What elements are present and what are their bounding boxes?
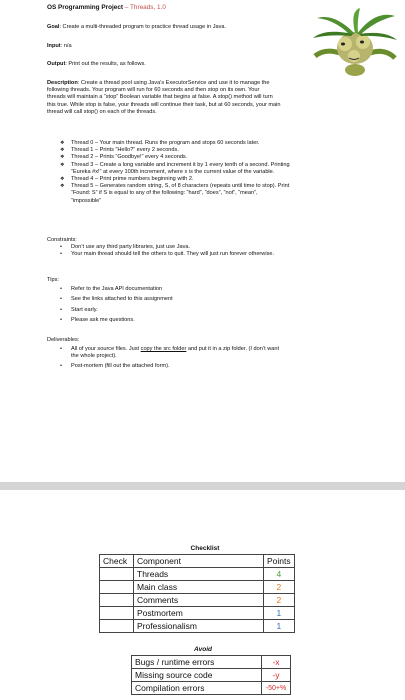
thread-item: ❖ Thread 3 – Create a long variable and increment it by 1 every tenth of a second. Printing “Eureka #x!” at every 100th increment, where x is the current value of the variable.	[47, 162, 290, 176]
check-cell[interactable]	[100, 568, 134, 581]
avoid-caption: Avoid	[193, 646, 213, 653]
check-cell[interactable]	[100, 594, 134, 607]
table-row	[132, 682, 291, 695]
tip-item: • Refer to the Java API documentation	[47, 286, 173, 293]
component-cell: Postmortem	[134, 607, 264, 620]
thread-item: ❖ Thread 0 – Your main thread. Runs the program and stops 60 seconds later.	[47, 140, 290, 147]
checklist-caption: Checklist	[190, 545, 220, 552]
thread-list	[47, 140, 290, 205]
deliverables-label: Deliverables:	[47, 337, 80, 343]
thread-item: ❖ Thread 5 – Generates random string, S, of 8 characters (repeats until time to stop). Print “Found: S” if S is equal to any of the following: “hard”, “does”, “not”, “mean”, “impossible”	[47, 183, 290, 205]
checklist-header-row	[100, 555, 295, 568]
input-label: Input	[47, 43, 61, 49]
description-line: : Create a thread pool using Java’s ExecutorService and use it to manage the	[77, 80, 270, 86]
project-subtitle: Threads, 1.0	[130, 4, 166, 11]
output-text: : Print out the results, as follows.	[65, 61, 146, 67]
thread-item: ❖ Thread 2 – Prints “Goodbye!” every 4 seconds.	[47, 154, 290, 161]
description-line: following threads. Your program will run for 60 seconds and then stop on its own. Your	[47, 87, 260, 94]
points-cell: -x	[262, 656, 291, 669]
document-title	[47, 4, 166, 11]
component-cell: Main class	[134, 581, 264, 594]
check-cell[interactable]	[100, 607, 134, 620]
thread-item: ❖ Thread 4 – Print prime numbers beginning with 2.	[47, 176, 290, 183]
output-label: Output	[47, 61, 66, 67]
goal-line	[47, 24, 226, 31]
grading-page	[0, 490, 405, 700]
tip-item: • Start early.	[47, 307, 173, 314]
check-header: Check	[100, 555, 134, 568]
deliverable-item: • All of your source files. Just copy the src folder and put it in a zip folder. (I don’t want the whole project).	[47, 346, 279, 360]
table-row	[100, 594, 295, 607]
tips-label: Tips:	[47, 277, 59, 283]
points-cell: -50+%	[262, 682, 291, 695]
goal-label: Goal	[47, 24, 60, 30]
tip-item: • See the links attached to this assignment	[47, 296, 173, 303]
goal-text: : Create a multi-threaded program to practice thread usage in Java.	[59, 24, 227, 30]
points-cell: 1	[264, 620, 295, 633]
check-cell[interactable]	[100, 620, 134, 633]
description-line: this true. While stop is false, your threads will continue their task, but at 60 seconds, your main	[47, 101, 281, 108]
component-cell: Bugs / runtime errors	[132, 656, 262, 669]
thread-item: ❖ Thread 1 – Prints “Hello?” every 2 seconds.	[47, 147, 290, 154]
description-label: Description	[47, 80, 78, 86]
checklist-table	[99, 554, 295, 633]
title-dash: –	[123, 4, 130, 11]
src-folder-link[interactable]: copy the src folder	[140, 346, 187, 353]
output-line	[47, 61, 146, 68]
constraints-block	[47, 237, 274, 259]
points-cell: -y	[262, 669, 291, 682]
page-separator	[0, 482, 405, 490]
project-title: OS Programming Project	[47, 4, 123, 11]
tip-item: • Please ask me questions.	[47, 317, 173, 324]
component-cell: Professionalism	[134, 620, 264, 633]
deliverables-block	[47, 337, 279, 370]
constraint-item: • Your main thread should tell the others to quit. They will just run forever otherwise.	[47, 251, 274, 258]
component-cell: Threads	[134, 568, 264, 581]
avoid-table	[131, 655, 291, 695]
component-header: Component	[134, 555, 264, 568]
points-header: Points	[264, 555, 295, 568]
table-row	[100, 607, 295, 620]
description-line: thread will call stop() on each of the threads.	[47, 108, 157, 115]
table-row	[132, 669, 291, 682]
points-cell: 2	[264, 594, 295, 607]
constraint-item: • Don’t use any third party libraries, just use Java.	[47, 244, 274, 251]
input-text: : n/a	[60, 43, 72, 49]
table-row	[132, 656, 291, 669]
palm-tree-creature-icon	[305, 8, 400, 78]
description-line: threads will maintain a “stop” Boolean variable that begins at false. A stop() method will turn	[47, 94, 273, 101]
check-cell[interactable]	[100, 581, 134, 594]
table-row	[100, 568, 295, 581]
points-cell: 1	[264, 607, 295, 620]
points-cell: 4	[264, 568, 295, 581]
points-cell: 2	[264, 581, 295, 594]
component-cell: Comments	[134, 594, 264, 607]
deliverable-item: • Post-mortem (fill out the attached form).	[47, 363, 279, 370]
table-row	[100, 581, 295, 594]
tips-block	[47, 277, 173, 324]
component-cell: Compilation errors	[132, 682, 262, 695]
description-block	[47, 80, 281, 116]
input-line	[47, 43, 72, 50]
table-row	[100, 620, 295, 633]
component-cell: Missing source code	[132, 669, 262, 682]
constraints-label: Constraints:	[47, 237, 77, 243]
